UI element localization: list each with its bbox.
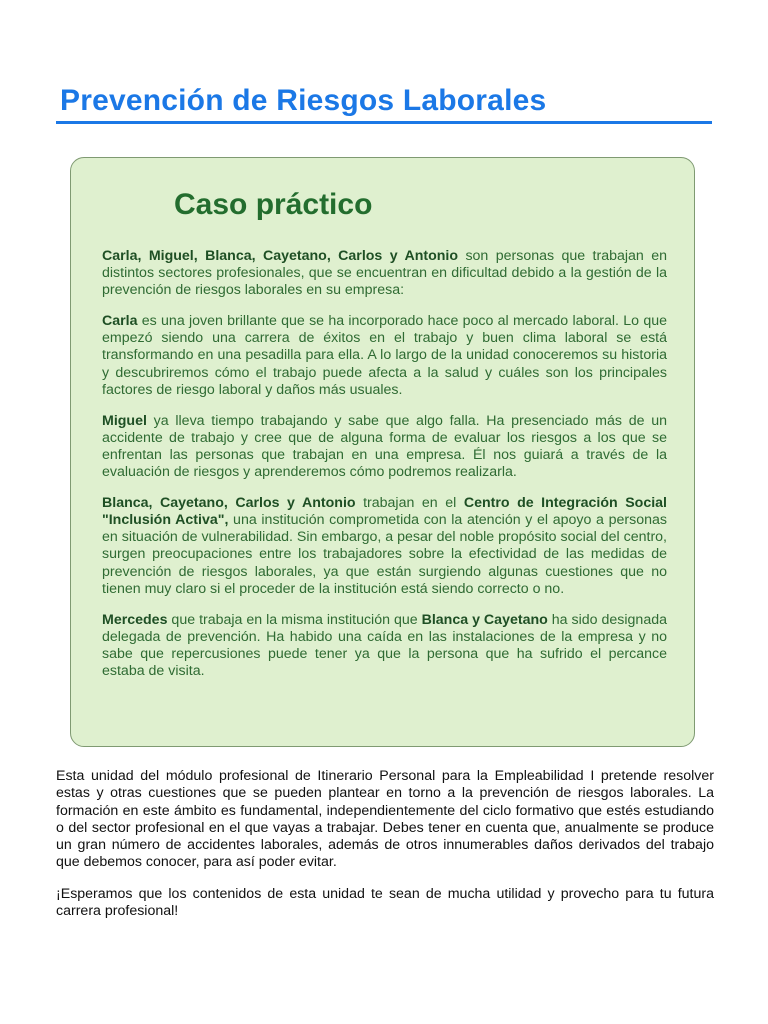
paragraph-text: ya lleva tiempo trabajando y sabe que algo falla. Ha presenciado más de un accidente de trabajo y cree que de alguna forma de evaluar los riesgos a los que se enfrentan las personas que trabajan en una empresa. Él nos guiará a través de la evaluación de riesgos y aprenderemos cómo podremos realizarla.: [102, 412, 667, 481]
bold-names-pair: Blanca y Cayetano: [421, 611, 548, 628]
case-paragraph-mercedes: [102, 612, 667, 680]
closing-paragraph: ¡Esperamos que los contenidos de esta unidad te sean de mucha utilidad y provecho para tu futura carrera profesional!: [56, 885, 714, 920]
bold-name-mercedes: Mercedes: [102, 611, 168, 628]
paragraph-text: es una joven brillante que se ha incorporado hace poco al mercado laboral. Lo que empezó siendo una carrera de éxitos en el trabajo y buen clima laboral se está transformando en una pesadilla para ella. A lo largo de la unidad conoceremos su historia y descubriremos cómo el trabajo puede afecta a la salud y cuáles son los principales factores de riesgo laboral y daños más usuales.: [102, 313, 667, 398]
page-title: Prevención de Riesgos Laborales: [60, 84, 547, 117]
intro-paragraph: Esta unidad del módulo profesional de Itinerario Personal para la Empleabilidad I pretende resolver estas y otras cuestiones que se pueden plantear en torno a la prevención de riesgos laborales. La formación en este ámbito es fundamental, independientemente del ciclo formativo que estés estudiando o del sector profesional en el que vayas a trabajar. Debes tener en cuenta que, anualmente se produce un gran número de accidentes laborales, además de otros innumerables daños derivados del trabajo que debemos conocer, para así poder evitar.: [56, 768, 714, 871]
paragraph-text: que trabaja en la misma institución que: [167, 611, 422, 628]
bold-name-carla: Carla: [102, 313, 138, 330]
title-underline: [56, 121, 712, 124]
bold-names-group: Blanca, Cayetano, Carlos y Antonio: [102, 495, 356, 512]
case-study-box: [70, 157, 695, 747]
unit-introduction: [56, 768, 714, 934]
bold-name-miguel: Miguel: [102, 412, 147, 429]
paragraph-text: son personas que trabajan en distintos sectores profesionales, que se encuentran en dificultad debido a la gestión de la prevención de riesgos laborales en su empresa:: [102, 248, 667, 299]
bold-center-name: Centro de Integración Social "Inclusión Activa",: [102, 495, 667, 529]
case-study-title: Caso práctico: [174, 188, 373, 221]
paragraph-text: ha sido designada delegada de prevención. Ha habido una caída en las instalaciones de la empresa y no sabe que repercusiones puede tener ya que la persona que ha sufrido el percance estaba de visita.: [102, 611, 667, 679]
case-paragraph-centro: [102, 495, 667, 598]
case-paragraph-intro: [102, 248, 667, 299]
case-study-body: [102, 248, 667, 694]
case-paragraph-miguel: [102, 413, 667, 481]
paragraph-text: trabajan en el: [355, 495, 464, 512]
case-paragraph-carla: [102, 313, 667, 398]
bold-names: Carla, Miguel, Blanca, Cayetano, Carlos y Antonio: [102, 248, 459, 264]
paragraph-text: una institución comprometida con la atención y el apoyo a personas en situación de vulnerabilidad. Sin embargo, a pesar del noble propósito social del centro, surgen preocupaciones entre los trabajadores sobre la efectividad de las medidas de prevención de riesgos laborales, ya que están surgiendo algunas cuestiones que no tienen muy claro si el proceder de la institución está siendo correcto o no.: [102, 512, 667, 597]
